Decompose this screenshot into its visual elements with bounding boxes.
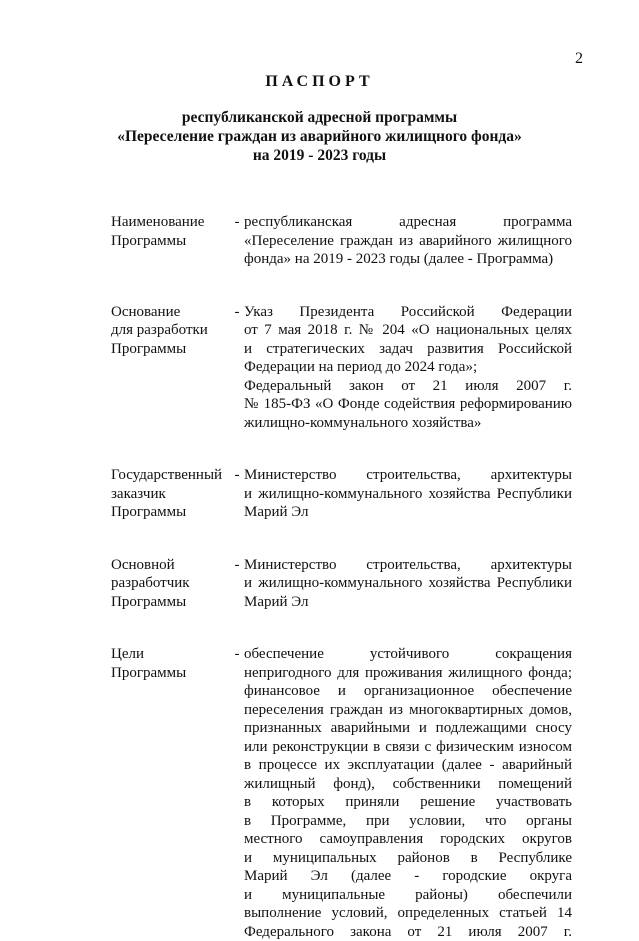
row-dash: - xyxy=(230,556,244,612)
row-description xyxy=(244,303,572,433)
description-line: «Переселение граждан из аварийного жилищного xyxy=(244,232,572,251)
description-line: непригодного для проживания жилищного фонда; xyxy=(244,664,572,683)
description-line: местного самоуправления городских округов xyxy=(244,830,572,849)
description-line: в процессе их эксплуатации (далее - аварийный xyxy=(244,756,572,775)
passport-row xyxy=(111,556,591,612)
description-line: и жилищно-коммунального хозяйства Республики xyxy=(244,485,572,504)
subtitle-line: «Переселение граждан из аварийного жилищного фонда» xyxy=(40,127,599,146)
description-line: в которых приняли решение участвовать xyxy=(244,793,572,812)
row-label-line: Программы xyxy=(111,593,230,612)
row-label-line: Программы xyxy=(111,664,230,683)
row-label-line: Основание xyxy=(111,303,230,322)
row-label-line: Цели xyxy=(111,645,230,664)
row-dash: - xyxy=(230,213,244,269)
page-subtitle xyxy=(40,108,599,165)
description-line: Марий Эл (далее - городские округа xyxy=(244,867,572,886)
description-line: Министерство строительства, архитектуры xyxy=(244,466,572,485)
row-label-line: Программы xyxy=(111,232,230,251)
row-description xyxy=(244,466,572,522)
row-label xyxy=(111,303,230,433)
subtitle-line: республиканской адресной программы xyxy=(40,108,599,127)
page-number: 2 xyxy=(575,50,583,68)
description-line: от 7 мая 2018 г. № 204 «О национальных целях xyxy=(244,321,572,340)
passport-row xyxy=(111,303,591,433)
description-line: финансовое и организационное обеспечение xyxy=(244,682,572,701)
description-line: признанных аварийными и подлежащими сносу xyxy=(244,719,572,738)
passport-table xyxy=(111,213,591,941)
description-line: Федерации на период до 2024 года»; xyxy=(244,358,572,377)
description-line: жилищный фонд), собственники помещений xyxy=(244,775,572,794)
description-line: жилищно-коммунального хозяйства» xyxy=(244,414,572,433)
description-line: в Программе, при условии, что органы xyxy=(244,812,572,831)
passport-row xyxy=(111,466,591,522)
description-line: фонда» на 2019 - 2023 годы (далее - Программа) xyxy=(244,250,572,269)
row-description xyxy=(244,556,572,612)
description-line: № 185-ФЗ «О Фонде содействия реформированию xyxy=(244,395,572,414)
description-line: Марий Эл xyxy=(244,503,572,522)
description-line: Федерального закона от 21 июля 2007 г. xyxy=(244,923,572,941)
description-line: и стратегических задач развития Российской xyxy=(244,340,572,359)
row-label-line: Наименование xyxy=(111,213,230,232)
description-line: и муниципальных районов в Республике xyxy=(244,849,572,868)
passport-row xyxy=(111,213,591,269)
row-label xyxy=(111,466,230,522)
description-line: или реконструкции в связи с физическим износом xyxy=(244,738,572,757)
description-line: выполнение условий, определенных статьей 14 xyxy=(244,904,572,923)
row-label xyxy=(111,213,230,269)
row-dash: - xyxy=(230,645,244,941)
row-label xyxy=(111,556,230,612)
row-description xyxy=(244,213,572,269)
description-line: Федеральный закон от 21 июля 2007 г. xyxy=(244,377,572,396)
description-line: обеспечение устойчивого сокращения xyxy=(244,645,572,664)
description-line: Министерство строительства, архитектуры xyxy=(244,556,572,575)
description-line: переселения граждан из многоквартирных домов, xyxy=(244,701,572,720)
row-label-line: разработчик xyxy=(111,574,230,593)
description-line: Указ Президента Российской Федерации xyxy=(244,303,572,322)
description-line: и жилищно-коммунального хозяйства Республики xyxy=(244,574,572,593)
description-line: республиканская адресная программа xyxy=(244,213,572,232)
row-label xyxy=(111,645,230,941)
page-title: ПАСПОРТ xyxy=(0,73,639,91)
passport-row xyxy=(111,645,591,941)
row-dash: - xyxy=(230,466,244,522)
row-dash: - xyxy=(230,303,244,433)
row-label-line: заказчик xyxy=(111,485,230,504)
row-label-line: Основной xyxy=(111,556,230,575)
subtitle-line: на 2019 - 2023 годы xyxy=(40,146,599,165)
row-label-line: Программы xyxy=(111,340,230,359)
row-description xyxy=(244,645,572,941)
description-line: и муниципальные районы) обеспечили xyxy=(244,886,572,905)
row-label-line: Программы xyxy=(111,503,230,522)
row-label-line: Государственный xyxy=(111,466,230,485)
row-label-line: для разработки xyxy=(111,321,230,340)
description-line: Марий Эл xyxy=(244,593,572,612)
